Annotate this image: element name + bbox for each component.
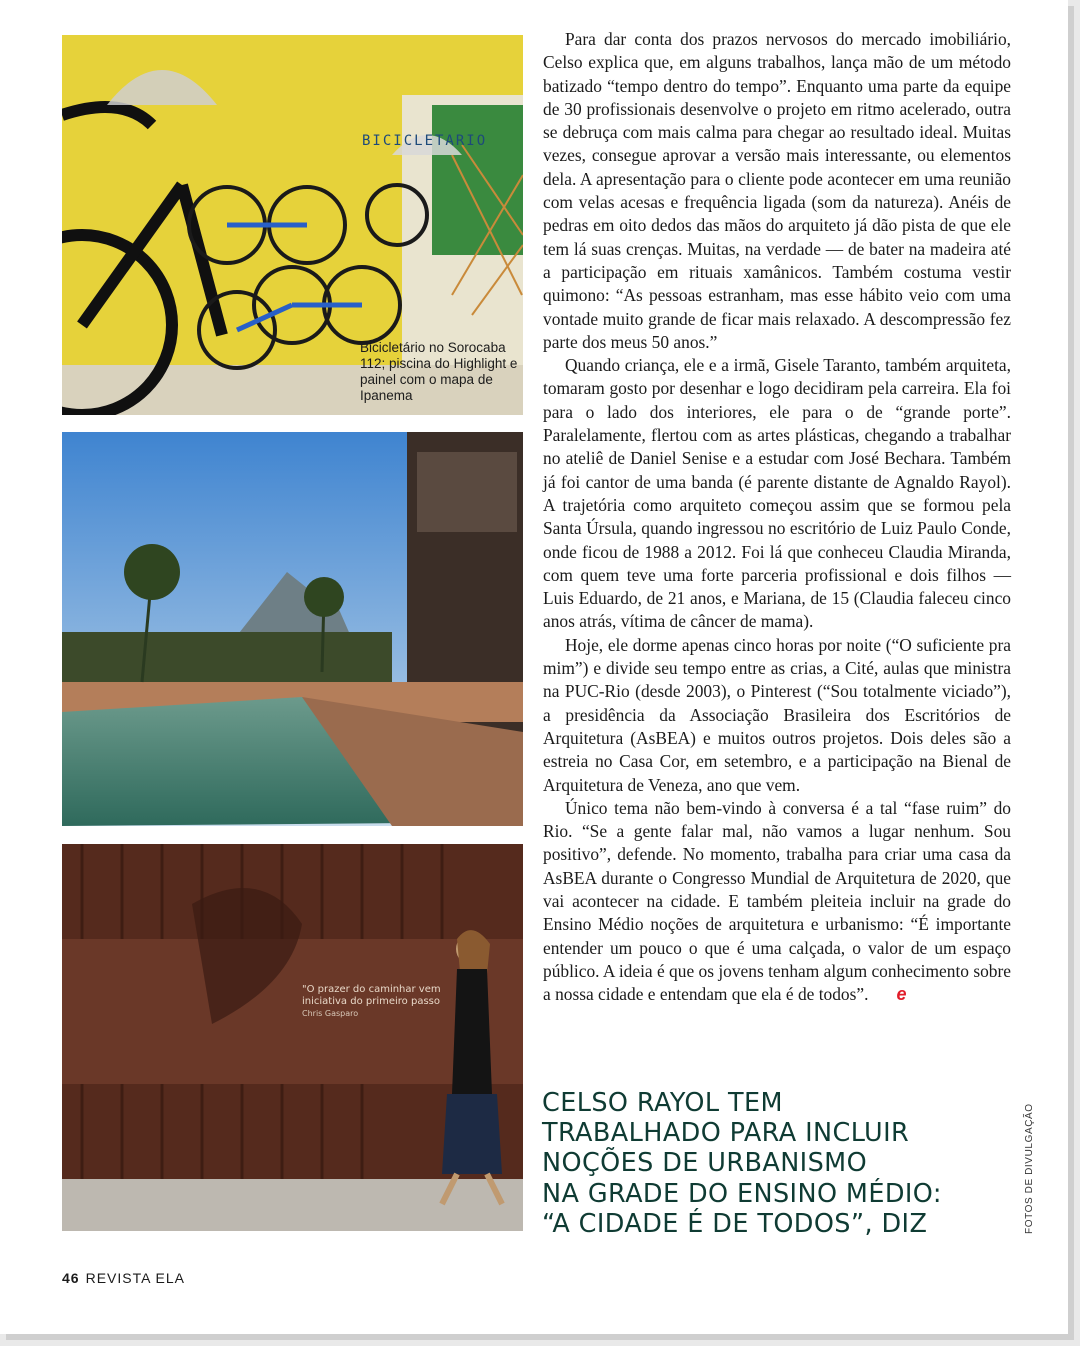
pool-photo — [62, 432, 523, 826]
pull-quote-line: “A CIDADE É DE TODOS”, DIZ — [542, 1208, 928, 1239]
pull-quote-line: NOÇÕES DE URBANISMO — [542, 1148, 868, 1179]
mural-photo — [62, 844, 523, 1231]
end-mark-icon: e — [896, 984, 907, 1005]
pull-quote-line: NA GRADE DO ENSINO MÉDIO: — [542, 1178, 942, 1209]
article-body — [543, 28, 1011, 1006]
wall-text: BICICLETARIO — [362, 133, 488, 149]
photo-caption: Bicicletário no Sorocaba 112; piscina do Highlight e painel com o mapa de Ipanema — [360, 340, 518, 403]
pull-quote-line: TRABALHADO PARA INCLUIR — [542, 1118, 910, 1149]
publication-name: REVISTA ELA — [85, 1270, 186, 1286]
photo-credit: FOTOS DE DIVULGAÇÃO — [1024, 1103, 1035, 1234]
paragraph-3: Hoje, ele dorme apenas cinco horas por noite (“O suficiente pra mim”) e divide seu tempo entre as crias, a Cité, aulas que ministra na PUC-Rio (desde 2003), o Pinterest (“Sou totalmente viciado”), a presidência da Associação Brasileira dos Escritórios de Arquitetura (AsBEA) e muitos outros projetos. Dois deles são a estreia no Casa Cor, em setembro, e a participação na Bienal de Arquitetura de Veneza, ano que vem. — [543, 634, 1011, 795]
paragraph-1: Para dar conta dos prazos nervosos do mercado imobiliário, Celso explica que, em alguns trabalhos, lança mão de um método batizado “tempo dentro do tempo”. Enquanto uma parte da equipe de 30 profissionais desenvolve o projeto em ritmo acelerado, outra se debruça com mais calma para chegar ao resultado ideal. Muitas vezes, consegue aprovar a versão mais interessante, ou elementos dela. A apresentação para o cliente pode acontecer em uma reunião com velas acesas e frequência ligada (som da natureza). Anéis de pedras em oito dedos das mãos do arquiteto já dão pista de que ele tem lá suas crenças. Muitas, na verdade — de bater na madeira até a participação em rituais xamânicos. Também costuma vestir quimono: “As pessoas estranham, mas esse hábito veio com uma vontade muito grande de ficar mais relaxado. A descompressão fez parte dos meus 50 anos.” — [543, 29, 1011, 352]
page-number: 46 — [62, 1270, 80, 1286]
paragraph-2: Quando criança, ele e a irmã, Gisele Taranto, também arquiteta, tomaram gosto por desenhar e logo decidiram pela carreira. Ela foi para o lado dos interiores, ele para o de “grande porte”. Paralelamente, flertou com as artes plásticas, chegando a trabalhar no ateliê de Daniel Senise e a estudar com José Bechara. Também já foi cantor de uma banda (é parente distante de Agnaldo Rayol). A trajetória como arquiteto começou assim que se formou pela Santa Úrsula, quando ingressou no escritório de Luiz Paulo Conde, onde ficou de 1988 a 2012. Foi lá que conheceu Claudia Miranda, com quem teve uma forte parceria profissional e dois filhos — Luis Eduardo, de 21 anos, e Mariana, de 15 (Claudia faleceu cinco anos atrás, vítima de câncer de mama). — [543, 355, 1011, 632]
wall-quote-author: Chris Gasparo — [302, 1009, 359, 1018]
paragraph-4-text: Único tema não bem-vindo à conversa é a tal “fase ruim” do Rio. “Se a gente falar mal, não vamos a lugar nenhum. Sou positivo”, defende. No momento, trabalha para criar uma casa da AsBEA durante o Congresso Mundial de Arquitetura de 2020, que vai acontecer na cidade. E também pleiteia incluir na grade do Ensino Médio noções de arquitetura e urbanismo: “É importante entender um pouco o que é uma calçada, o valor de um espaço público. A ideia é que os jovens tenham algum conhecimento sobre a nossa cidade e entendam que ela é de todos”. — [543, 797, 1011, 1005]
pull-quote — [542, 1088, 982, 1239]
paragraph-4 — [543, 797, 1011, 1007]
pull-quote-line: CELSO RAYOL TEM — [542, 1088, 783, 1118]
page-footer — [62, 1270, 185, 1286]
wall-quote-line1: "O prazer do caminhar vem — [302, 984, 441, 995]
wall-quote-line2: iniciativa do primeiro passo — [302, 996, 440, 1007]
